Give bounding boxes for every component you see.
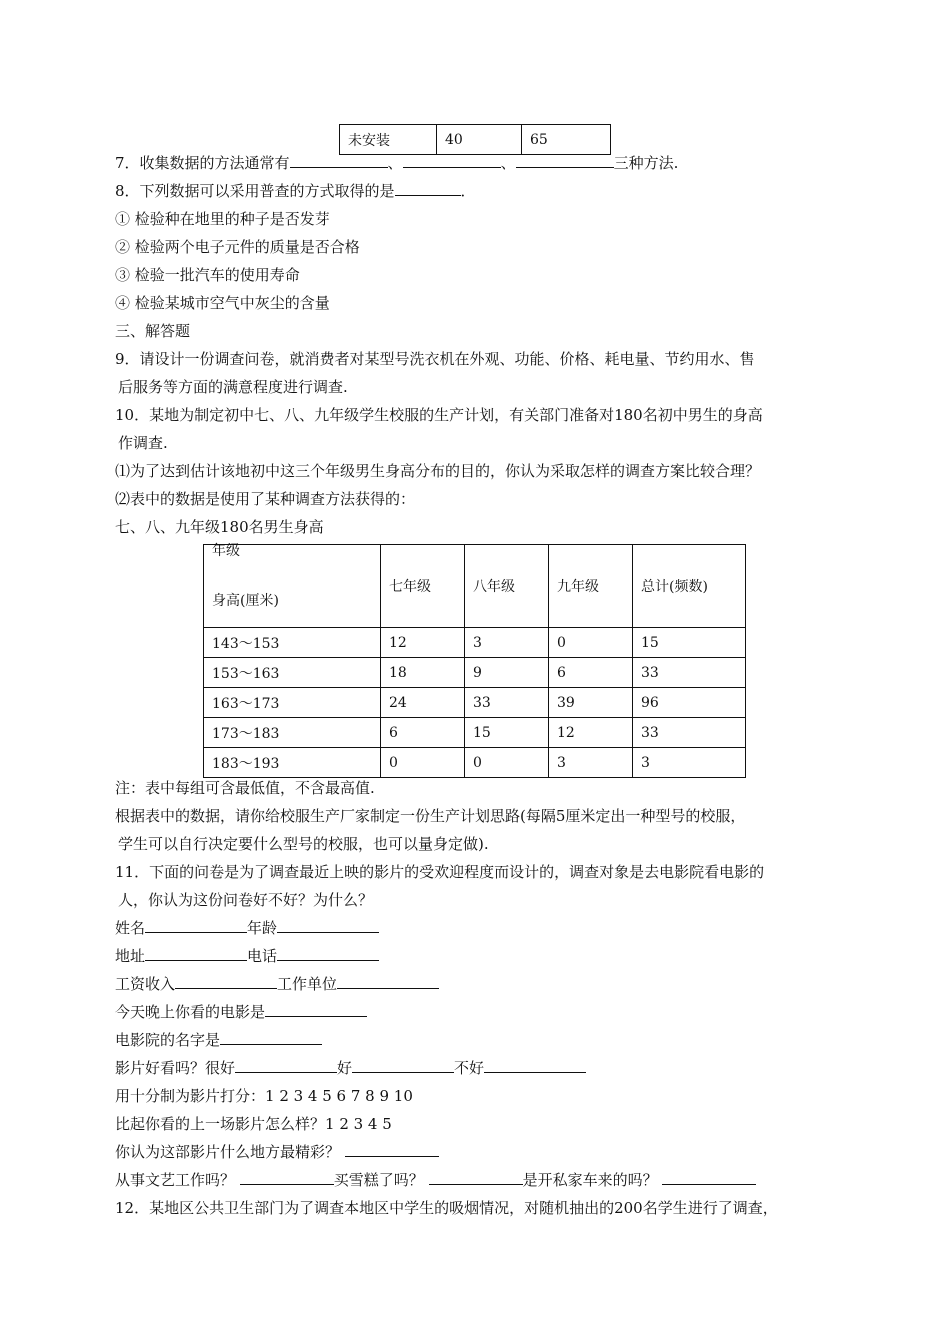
- table-cell: 153～163: [204, 658, 381, 688]
- corner-cell: 年级 身高(厘米): [204, 545, 381, 628]
- answer-blank[interactable]: [516, 153, 614, 168]
- table-cell: 0: [465, 748, 549, 778]
- option-3: ③ 检验一批汽车的使用寿命: [115, 266, 300, 284]
- table-row: [340, 125, 611, 155]
- form-score: 用十分制为影片打分：1 2 3 4 5 6 7 8 9 10: [115, 1087, 413, 1105]
- movie-field[interactable]: [265, 1002, 367, 1017]
- table-cell: 24: [381, 688, 465, 718]
- question-12: 12．某地区公共卫生部门为了调查本地区中学生的吸烟情况，对随机抽出的200名学生进行了调查，: [115, 1199, 778, 1217]
- form-address-phone: 地址 电话: [115, 946, 379, 966]
- table-cell: 9: [465, 658, 549, 688]
- table-cell: 65: [522, 125, 611, 155]
- question-10-part2: ⑵表中的数据是使用了某种调查方法获得的：: [115, 490, 416, 508]
- section-heading: 三、解答题: [115, 322, 191, 340]
- form-best: 你认为这部影片什么地方最精彩？: [115, 1142, 439, 1162]
- form-name-age: 姓名 年龄: [115, 918, 379, 938]
- table-cell: 39: [549, 688, 633, 718]
- plan-text-cont: 学生可以自行决定要什么型号的校服，也可以量身定做).: [118, 835, 489, 853]
- name-field[interactable]: [145, 918, 247, 933]
- table-cell: 173～183: [204, 718, 381, 748]
- form-misc: 从事文艺工作吗？ 买雪糕了吗？ 是开私家车来的吗？: [115, 1170, 756, 1190]
- table-row: [204, 658, 746, 688]
- question-10: 10．某地为制定初中七、八、九年级学生校服的生产计划，有关部门准备对180名初中男生的身高: [115, 406, 763, 424]
- option-2: ② 检验两个电子元件的质量是否合格: [115, 238, 360, 256]
- option-4: ④ 检验某城市空气中灰尘的含量: [115, 294, 330, 312]
- table-cell: 183～193: [204, 748, 381, 778]
- table-cell: 12: [549, 718, 633, 748]
- question-11-cont: 人，你认为这份问卷好不好？为什么？: [118, 891, 374, 909]
- form-income-work: 工资收入 工作单位: [115, 974, 439, 994]
- table-cell: 3: [633, 748, 746, 778]
- phone-field[interactable]: [277, 946, 379, 961]
- answer-blank[interactable]: [290, 153, 388, 168]
- question-9: 9．请设计一份调查问卷，就消费者对某型号洗衣机在外观、功能、价格、耗电量、节约用水、售: [115, 350, 755, 368]
- question-11: 11．下面的问卷是为了调查最近上映的影片的受欢迎程度而设计的，调查对象是去电影院看电影的: [115, 863, 765, 881]
- age-field[interactable]: [277, 918, 379, 933]
- table-cell: 40: [437, 125, 522, 155]
- table-row: [204, 688, 746, 718]
- best-field[interactable]: [345, 1142, 439, 1157]
- table-cell: 18: [381, 658, 465, 688]
- table-cell: 33: [633, 718, 746, 748]
- table-cell: 3: [465, 628, 549, 658]
- install-table: [339, 124, 611, 155]
- table-cell: 143～153: [204, 628, 381, 658]
- table-cell: 12: [381, 628, 465, 658]
- table-cell: 3: [549, 748, 633, 778]
- plan-text: 根据表中的数据，请你给校服生产厂家制定一份生产计划思路(每隔5厘米定出一种型号的校服，: [115, 807, 746, 825]
- table-cell: 96: [633, 688, 746, 718]
- table-cell: 6: [549, 658, 633, 688]
- column-header: 总计(频数): [633, 545, 746, 628]
- question-10-part1: ⑴为了达到估计该地初中这三个年级男生身高分布的目的，你认为采取怎样的调查方案比较合理？: [115, 462, 761, 480]
- table-cell: 33: [465, 688, 549, 718]
- address-field[interactable]: [145, 946, 247, 961]
- question-10-cont: 作调查.: [118, 434, 168, 452]
- bad-field[interactable]: [484, 1058, 586, 1073]
- car-field[interactable]: [662, 1170, 756, 1185]
- question-9-cont: 后服务等方面的满意程度进行调查.: [118, 378, 348, 396]
- form-movie: 今天晚上你看的电影是: [115, 1002, 367, 1022]
- good-field[interactable]: [352, 1058, 454, 1073]
- option-1: ① 检验种在地里的种子是否发芽: [115, 210, 330, 228]
- question-7: 7．收集数据的方法通常有 、 、 三种方法.: [115, 154, 679, 172]
- table-cell: 未安装: [340, 125, 437, 155]
- answer-blank[interactable]: [403, 153, 501, 168]
- form-rating: 影片好看吗？很好 好 不好: [115, 1058, 586, 1078]
- table-cell: 15: [633, 628, 746, 658]
- art-field[interactable]: [240, 1170, 334, 1185]
- very-good-field[interactable]: [235, 1058, 337, 1073]
- table-cell: 33: [633, 658, 746, 688]
- table-header-row: [204, 545, 746, 628]
- column-header: 九年级: [549, 545, 633, 628]
- question-8: 8．下列数据可以采用普查的方式取得的是 ．: [115, 182, 476, 200]
- workplace-field[interactable]: [337, 974, 439, 989]
- table-row: [204, 628, 746, 658]
- cinema-field[interactable]: [220, 1030, 322, 1045]
- table-note: 注：表中每组可含最低值，不含最高值.: [115, 779, 375, 797]
- answer-blank[interactable]: [395, 181, 461, 196]
- snow-field[interactable]: [429, 1170, 523, 1185]
- column-header: 八年级: [465, 545, 549, 628]
- table-cell: 0: [381, 748, 465, 778]
- table-title: 七、八、九年级180名男生身高: [115, 518, 324, 536]
- column-header: 七年级: [381, 545, 465, 628]
- table-cell: 15: [465, 718, 549, 748]
- table-row: [204, 748, 746, 778]
- table-cell: 0: [549, 628, 633, 658]
- form-cinema: 电影院的名字是: [115, 1030, 322, 1050]
- income-field[interactable]: [175, 974, 277, 989]
- table-cell: 163～173: [204, 688, 381, 718]
- height-table: [203, 544, 746, 778]
- table-cell: 6: [381, 718, 465, 748]
- form-compare: 比起你看的上一场影片怎么样？1 2 3 4 5: [115, 1115, 392, 1133]
- table-row: [204, 718, 746, 748]
